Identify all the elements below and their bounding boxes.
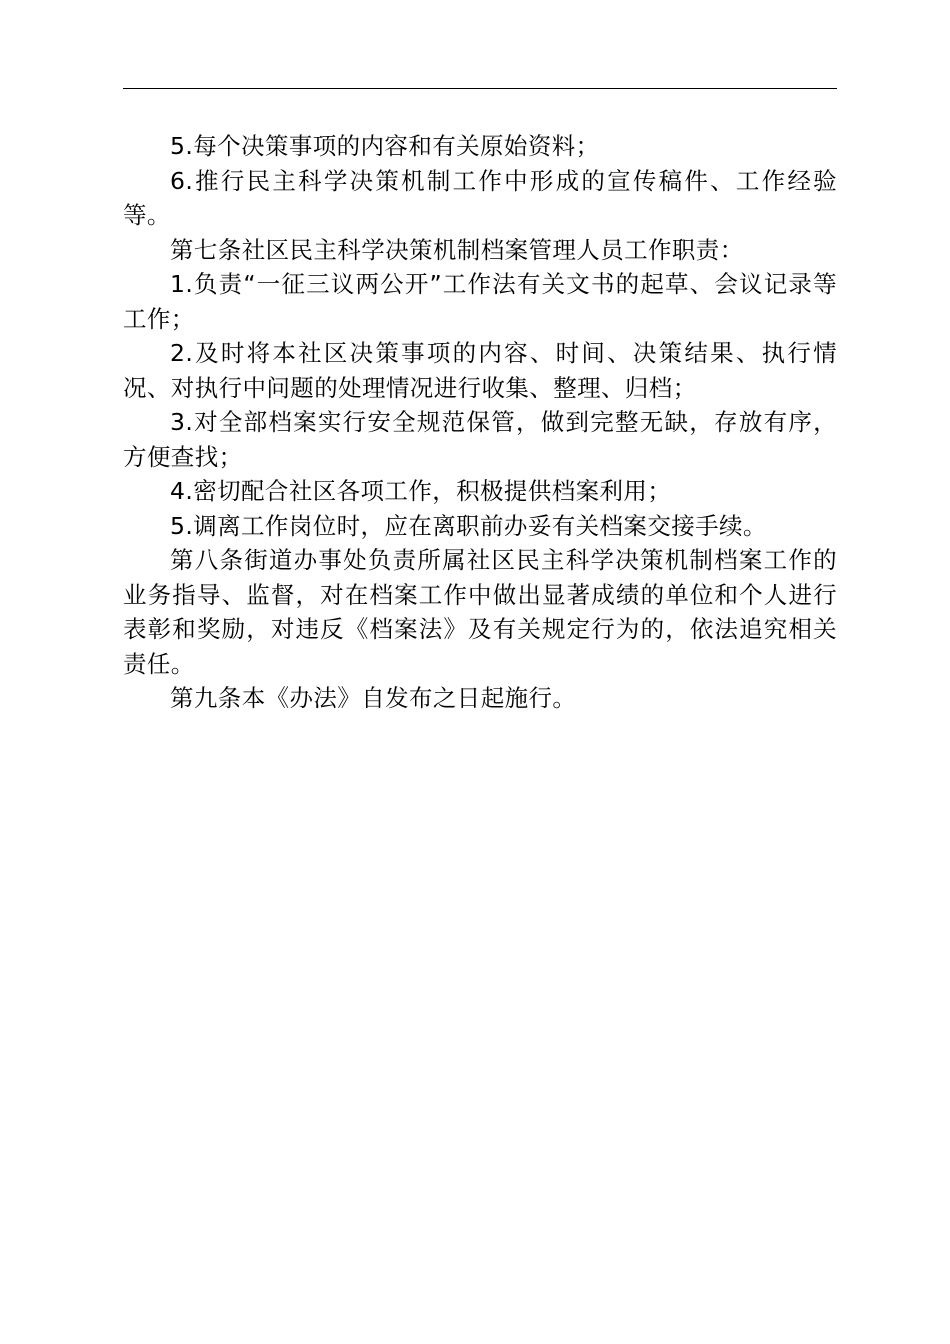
paragraph-duty-2: 2.及时将本社区决策事项的内容、时间、决策结果、执行情况、对执行中问题的处理情况进行收集、整理、归档； (123, 339, 837, 402)
header-rule (123, 88, 837, 89)
paragraph-duty-1: 1.负责“一征三议两公开”工作法有关文书的起草、会议记录等工作； (123, 270, 837, 333)
paragraph-duty-4: 4.密切配合社区各项工作，积极提供档案利用； (170, 477, 672, 505)
paragraph-duty-3: 3.对全部档案实行安全规范保管，做到完整无缺，存放有序，方便查找； (123, 408, 837, 471)
paragraph-item-6-publicity: 6.推行民主科学决策机制工作中形成的宣传稿件、工作经验等。 (123, 166, 837, 229)
paragraph-article-8: 第八条街道办事处负责所属社区民主科学决策机制档案工作的业务指导、监督，对在档案工作中做出显著成绩的单位和个人进行表彰和奖励，对违反《档案法》及有关规定行为的，依法追究相关责任。 (123, 546, 837, 678)
paragraph-duty-5: 5.调离工作岗位时，应在离职前办妥有关档案交接手续。 (170, 511, 767, 540)
paragraph-article-7: 第七条社区民主科学决策机制档案管理人员工作职责： (170, 235, 744, 264)
document-body (123, 129, 837, 716)
paragraph-item-5-materials: 5.每个决策事项的内容和有关原始资料； (170, 132, 600, 160)
paragraph-article-9: 第九条本《办法》自发布之日起施行。 (170, 684, 577, 712)
